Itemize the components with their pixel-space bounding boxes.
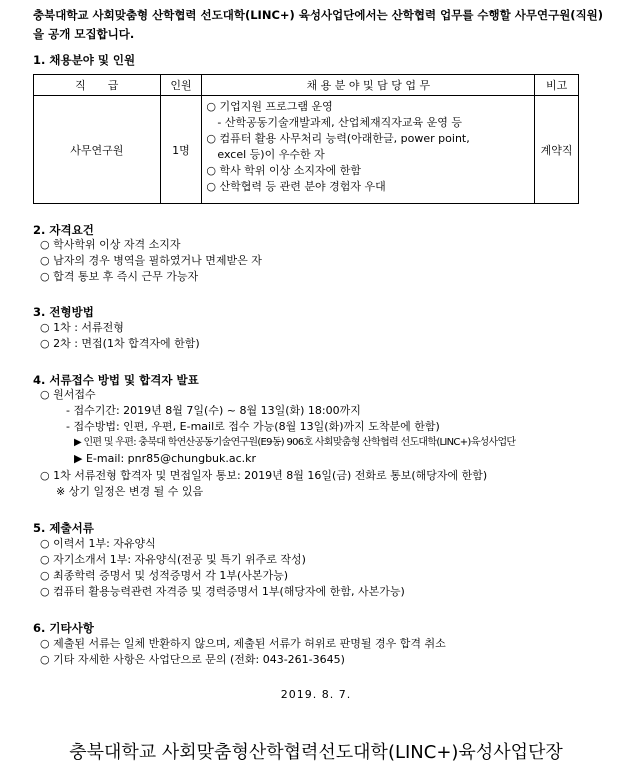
table-header-row [34, 75, 579, 96]
duty-line: - 산학공동기술개발과제, 산업체재직자교육 운영 등 [206, 116, 463, 129]
table-row [34, 96, 579, 204]
document-date: 2019. 8. 7. [280, 688, 352, 701]
list-item: ▶ E-mail: pnr85@chungbuk.ac.kr [74, 452, 257, 465]
list-item: ▶ 인편 및 우편: 충북대 학연산공동기술연구원(E9동) 906호 사회맞춤형 산학협력 선도대학(LINC+)육성사업단 [74, 437, 516, 448]
list-item: ○ 1차 : 서류전형 [40, 321, 124, 334]
issuer-signature: 충북대학교 사회맞춤형산학협력선도대학(LINC+)육성사업단장 [69, 742, 563, 763]
section-4-title: 4. 서류접수 방법 및 합격자 발표 [33, 373, 199, 387]
cell-count: 1명 [160, 96, 202, 204]
list-item: ○ 최종학력 증명서 및 성적증명서 각 1부(사본가능) [40, 569, 289, 582]
header-note: 비고 [535, 75, 579, 96]
section-6-title: 6. 기타사항 [33, 621, 94, 635]
section-3-title: 3. 전형방법 [33, 305, 94, 319]
list-item: ○ 자기소개서 1부: 자유양식(전공 및 특기 위주로 작성) [40, 553, 306, 566]
header-position: 직 급 [34, 75, 161, 96]
cell-note: 계약직 [535, 96, 579, 204]
list-item: - 접수방법: 인편, 우편, E-mail로 접수 가능(8월 13일(화)까지 도착분에 한함) [66, 420, 440, 433]
list-item: ○ 이력서 1부: 자유양식 [40, 537, 156, 550]
intro-paragraph: 충북대학교 사회맞춤형 산학협력 선도대학(LINC+) 육성사업단에서는 산학협력 업무를 수행할 사무연구원(직원)을 공개 모집합니다. [33, 8, 604, 41]
section-1-title: 1. 채용분야 및 인원 [33, 53, 136, 67]
duty-line: ○ 산학협력 등 관련 분야 경험자 우대 [206, 180, 386, 193]
list-item: ○ 학사학위 이상 자격 소지자 [40, 238, 181, 251]
duty-line: ○ 기업지원 프로그램 운영 [206, 100, 333, 113]
header-duties: 채 용 분 야 및 담 당 업 무 [202, 75, 535, 96]
duty-line: ○ 컴퓨터 활용 사무처리 능력(아래한글, power point, [206, 132, 470, 145]
section-2-title: 2. 자격요건 [33, 223, 94, 237]
header-count: 인원 [160, 75, 202, 96]
list-item: ○ 제출된 서류는 일체 반환하지 않으며, 제출된 서류가 허위로 판명될 경우 합격 취소 [40, 637, 446, 650]
list-item: ○ 1차 서류전형 합격자 및 면접일자 통보: 2019년 8월 16일(금) 전화로 통보(해당자에 한함) [40, 469, 488, 482]
cell-duties [202, 96, 535, 204]
section-5-title: 5. 제출서류 [33, 521, 94, 535]
list-item: ○ 컴퓨터 활용능력관련 자격증 및 경력증명서 1부(해당자에 한함, 사본가능) [40, 585, 405, 598]
duty-line: excel 등)이 우수한 자 [206, 148, 325, 161]
duty-line: ○ 학사 학위 이상 소지자에 한함 [206, 164, 362, 177]
list-item: ○ 합격 통보 후 즉시 근무 가능자 [40, 270, 199, 283]
cell-position: 사무연구원 [34, 96, 161, 204]
list-item: ※ 상기 일정은 변경 될 수 있음 [56, 485, 204, 498]
recruitment-table [33, 74, 579, 204]
list-item: ○ 기타 자세한 사항은 사업단으로 문의 (전화: 043-261-3645) [40, 653, 345, 666]
list-item: ○ 2차 : 면접(1차 합격자에 한함) [40, 337, 200, 350]
list-item: ○ 원서접수 [40, 388, 96, 401]
list-item: ○ 남자의 경우 병역을 필하였거나 면제받은 자 [40, 254, 262, 267]
list-item: - 접수기간: 2019년 8월 7일(수) ~ 8월 13일(화) 18:00까지 [66, 404, 361, 417]
